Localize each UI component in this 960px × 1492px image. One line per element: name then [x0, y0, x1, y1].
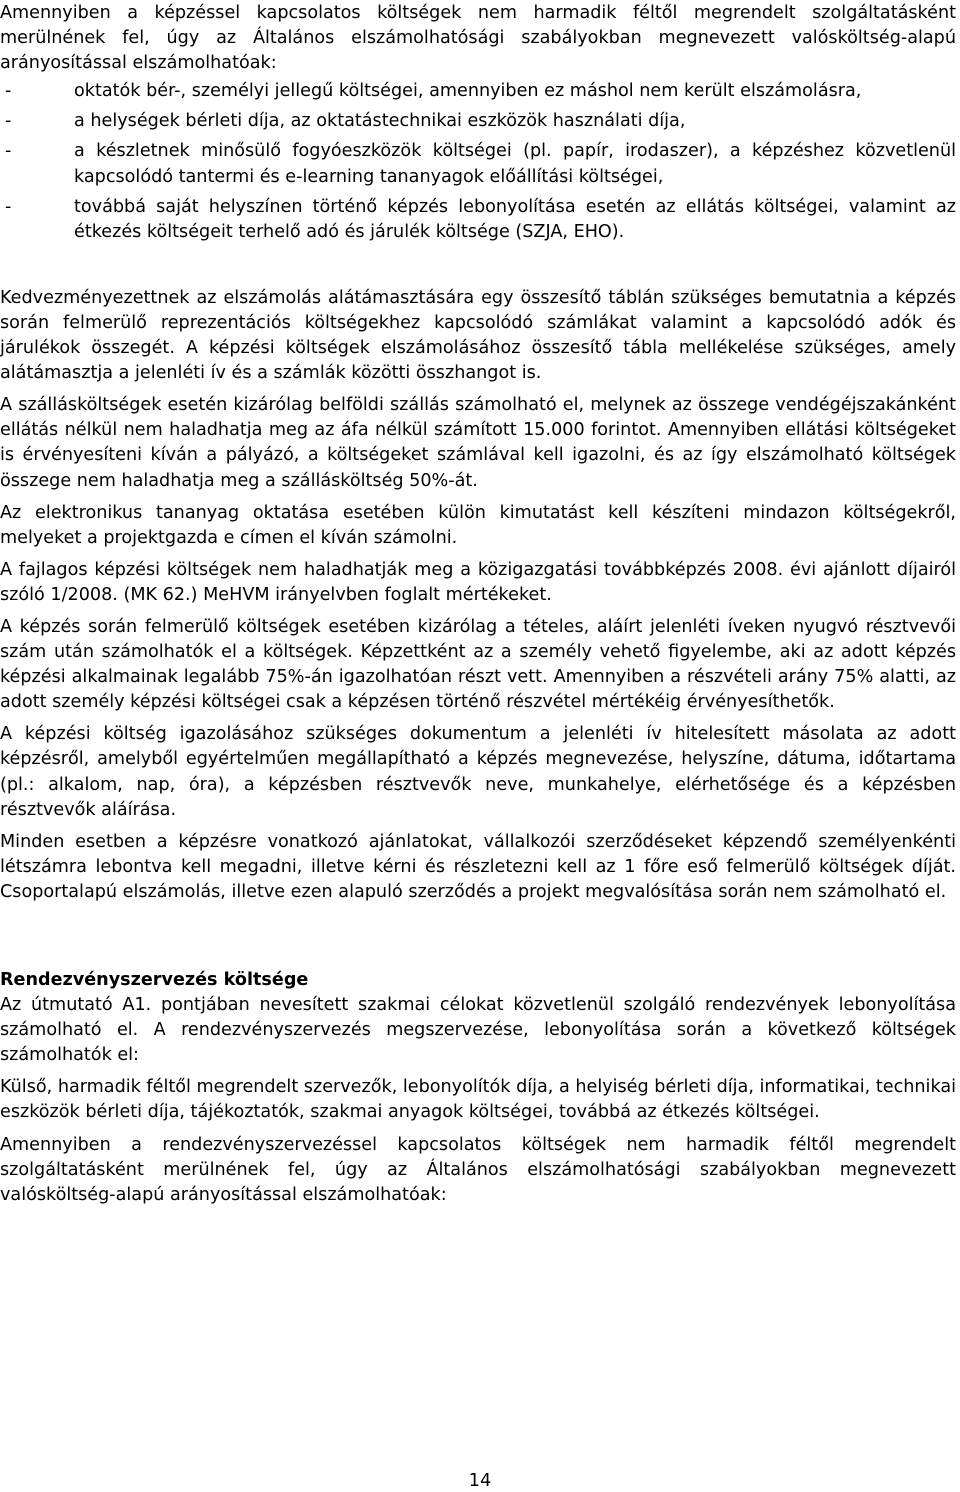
list-item [0, 109, 956, 134]
paragraph-resztvevok: A képzés során felmerülő költségek esetében kizárólag a tételes, aláírt jelenléti íveken nyugvó résztvevői szám után számolhatók el a költségek. Képzettként az a személy vehető figyelembe, aki az adott képzés képzési alkalmainak legalább 75%-án igazolhatóan részt vett. Amennyiben a részvételi arány 75% alatti, az adott személy képzési költségei csak a képzésen történő részvétel mértékéig érvényesíthetők. [0, 616, 956, 713]
list-dash: - [5, 111, 12, 132]
section-heading: Rendezvényszervezés költsége [0, 970, 309, 990]
list-item-text: oktatók bér-, személyi jellegű költségei, amennyiben ez máshol nem került elszámolásra, [74, 81, 862, 102]
paragraph-reprezentacio: Kedvezményezettnek az elszámolás alátámasztására egy összesítő táblán szükséges bemutatnia a képzés során felmerülő reprezentációs költségekhez kapcsolódó számlákat valamint a kapcsolódó adók és járulékok összegét. A képzési költségek elszámolásához összesítő tábla mellékelése szükséges, amely alátámasztja a jelenléti ív és a számlák közötti összhangot is. [0, 287, 956, 384]
paragraph-fajlagos: A fajlagos képzési költségek nem haladhatják meg a közigazgatási továbbképzés 2008. évi ajánlott díjairól szóló 1/2008. (MK 62.) MeHVM irányelvben foglalt mértékeket. [0, 559, 956, 605]
list-dash: - [5, 141, 12, 162]
list-item [0, 139, 956, 189]
paragraph-ajanlatok: Minden esetben a képzésre vonatkozó ajánlatokat, vállalkozói szerződéseket képzendő személyenkénti létszámra lebontva kell megadni, illetve kérni és részletezni kell az 1 főre eső felmerülő költségek díját. Csoportalapú elszámolás, illetve ezen alapuló szerződés a projekt megvalósítása során nem számolható el. [0, 831, 956, 902]
list-item [0, 195, 956, 245]
paragraph-igazolas: A képzési költség igazolásához szükséges dokumentum a jelenléti ív hitelesített másolata az adott képzésről, amelyből egyértelműen megállapítható a képzés megnevezése, helyszíne, dátuma, időtartama (pl.: alkalom, nap, óra), a képzésben résztvevők neve, munkahelye, elérhetősége és a képzésben résztvevők aláírása. [0, 724, 956, 820]
document-page [0, 1, 956, 1208]
intro-paragraph: Amennyiben a képzéssel kapcsolatos költségek nem harmadik féltől megrendelt szolgáltatásként merülnének fel, úgy az Általános elszámolhatósági szabályokban megnevezett valósköltség-alapú arányosítással elszámolhatóak: [0, 3, 956, 74]
paragraph-elektronikus: Az elektronikus tananyag oktatása esetében külön kimutatást kell készíteni mindazon költségekről, melyeket a projektgazda e címen el kíván számolni. [0, 502, 956, 548]
list-item-text: a készletnek minősülő fogyóeszközök költségei (pl. papír, irodaszer), a képzéshez közvetlenül kapcsolódó tantermi és e-learning tananyagok előállítási költségei, [74, 141, 956, 187]
page-number: 14 [468, 1471, 492, 1491]
section-paragraph: Amennyiben a rendezvényszervezéssel kapcsolatos költségek nem harmadik féltől megrendelt szolgáltatásként merülnének fel, úgy az Általános elszámolhatósági szabályokban megnevezett valósköltség-alapú arányosítással elszámolhatóak: [0, 1134, 956, 1205]
list-dash: - [5, 196, 12, 217]
section-paragraph: Külső, harmadik féltől megrendelt szervezők, lebonyolítók díja, a helyiség bérleti díja, informatikai, technikai eszközök bérleti díja, tájékoztatók, szakmai anyagok költségei, továbbá az étkezés költségei. [0, 1077, 956, 1123]
list-item-text: továbbá saját helyszínen történő képzés lebonyolítása esetén az ellátás költségei, valamint az étkezés költségeit terhelő adó és járulék költsége (SZJA, EHO). [74, 196, 956, 242]
paragraph-szallas: A szállásköltségek esetén kizárólag belföldi szállás számolható el, melynek az összege vendégéjszakánként ellátás nélkül nem haladhatja meg az áfa nélkül számított 15.000 forintot. Amennyiben ellátási költségeket is érvényesíteni kíván a pályázó, a költségeket számlával kell igazolni, és az így elszámolható költségek összege nem haladhatja meg a szállásköltség 50%-át. [0, 395, 956, 491]
cost-list [0, 79, 956, 245]
list-item [0, 79, 956, 104]
list-item-text: a helységek bérleti díja, az oktatástechnikai eszközök használati díja, [74, 111, 686, 132]
section-paragraph: Az útmutató A1. pontjában nevesített szakmai célokat közvetlenül szolgáló rendezvények lebonyolítása számolható el. A rendezvényszervezés megszervezése, lebonyolítása során a következő költségek számolhatók el: [0, 995, 956, 1066]
list-dash: - [5, 81, 12, 102]
